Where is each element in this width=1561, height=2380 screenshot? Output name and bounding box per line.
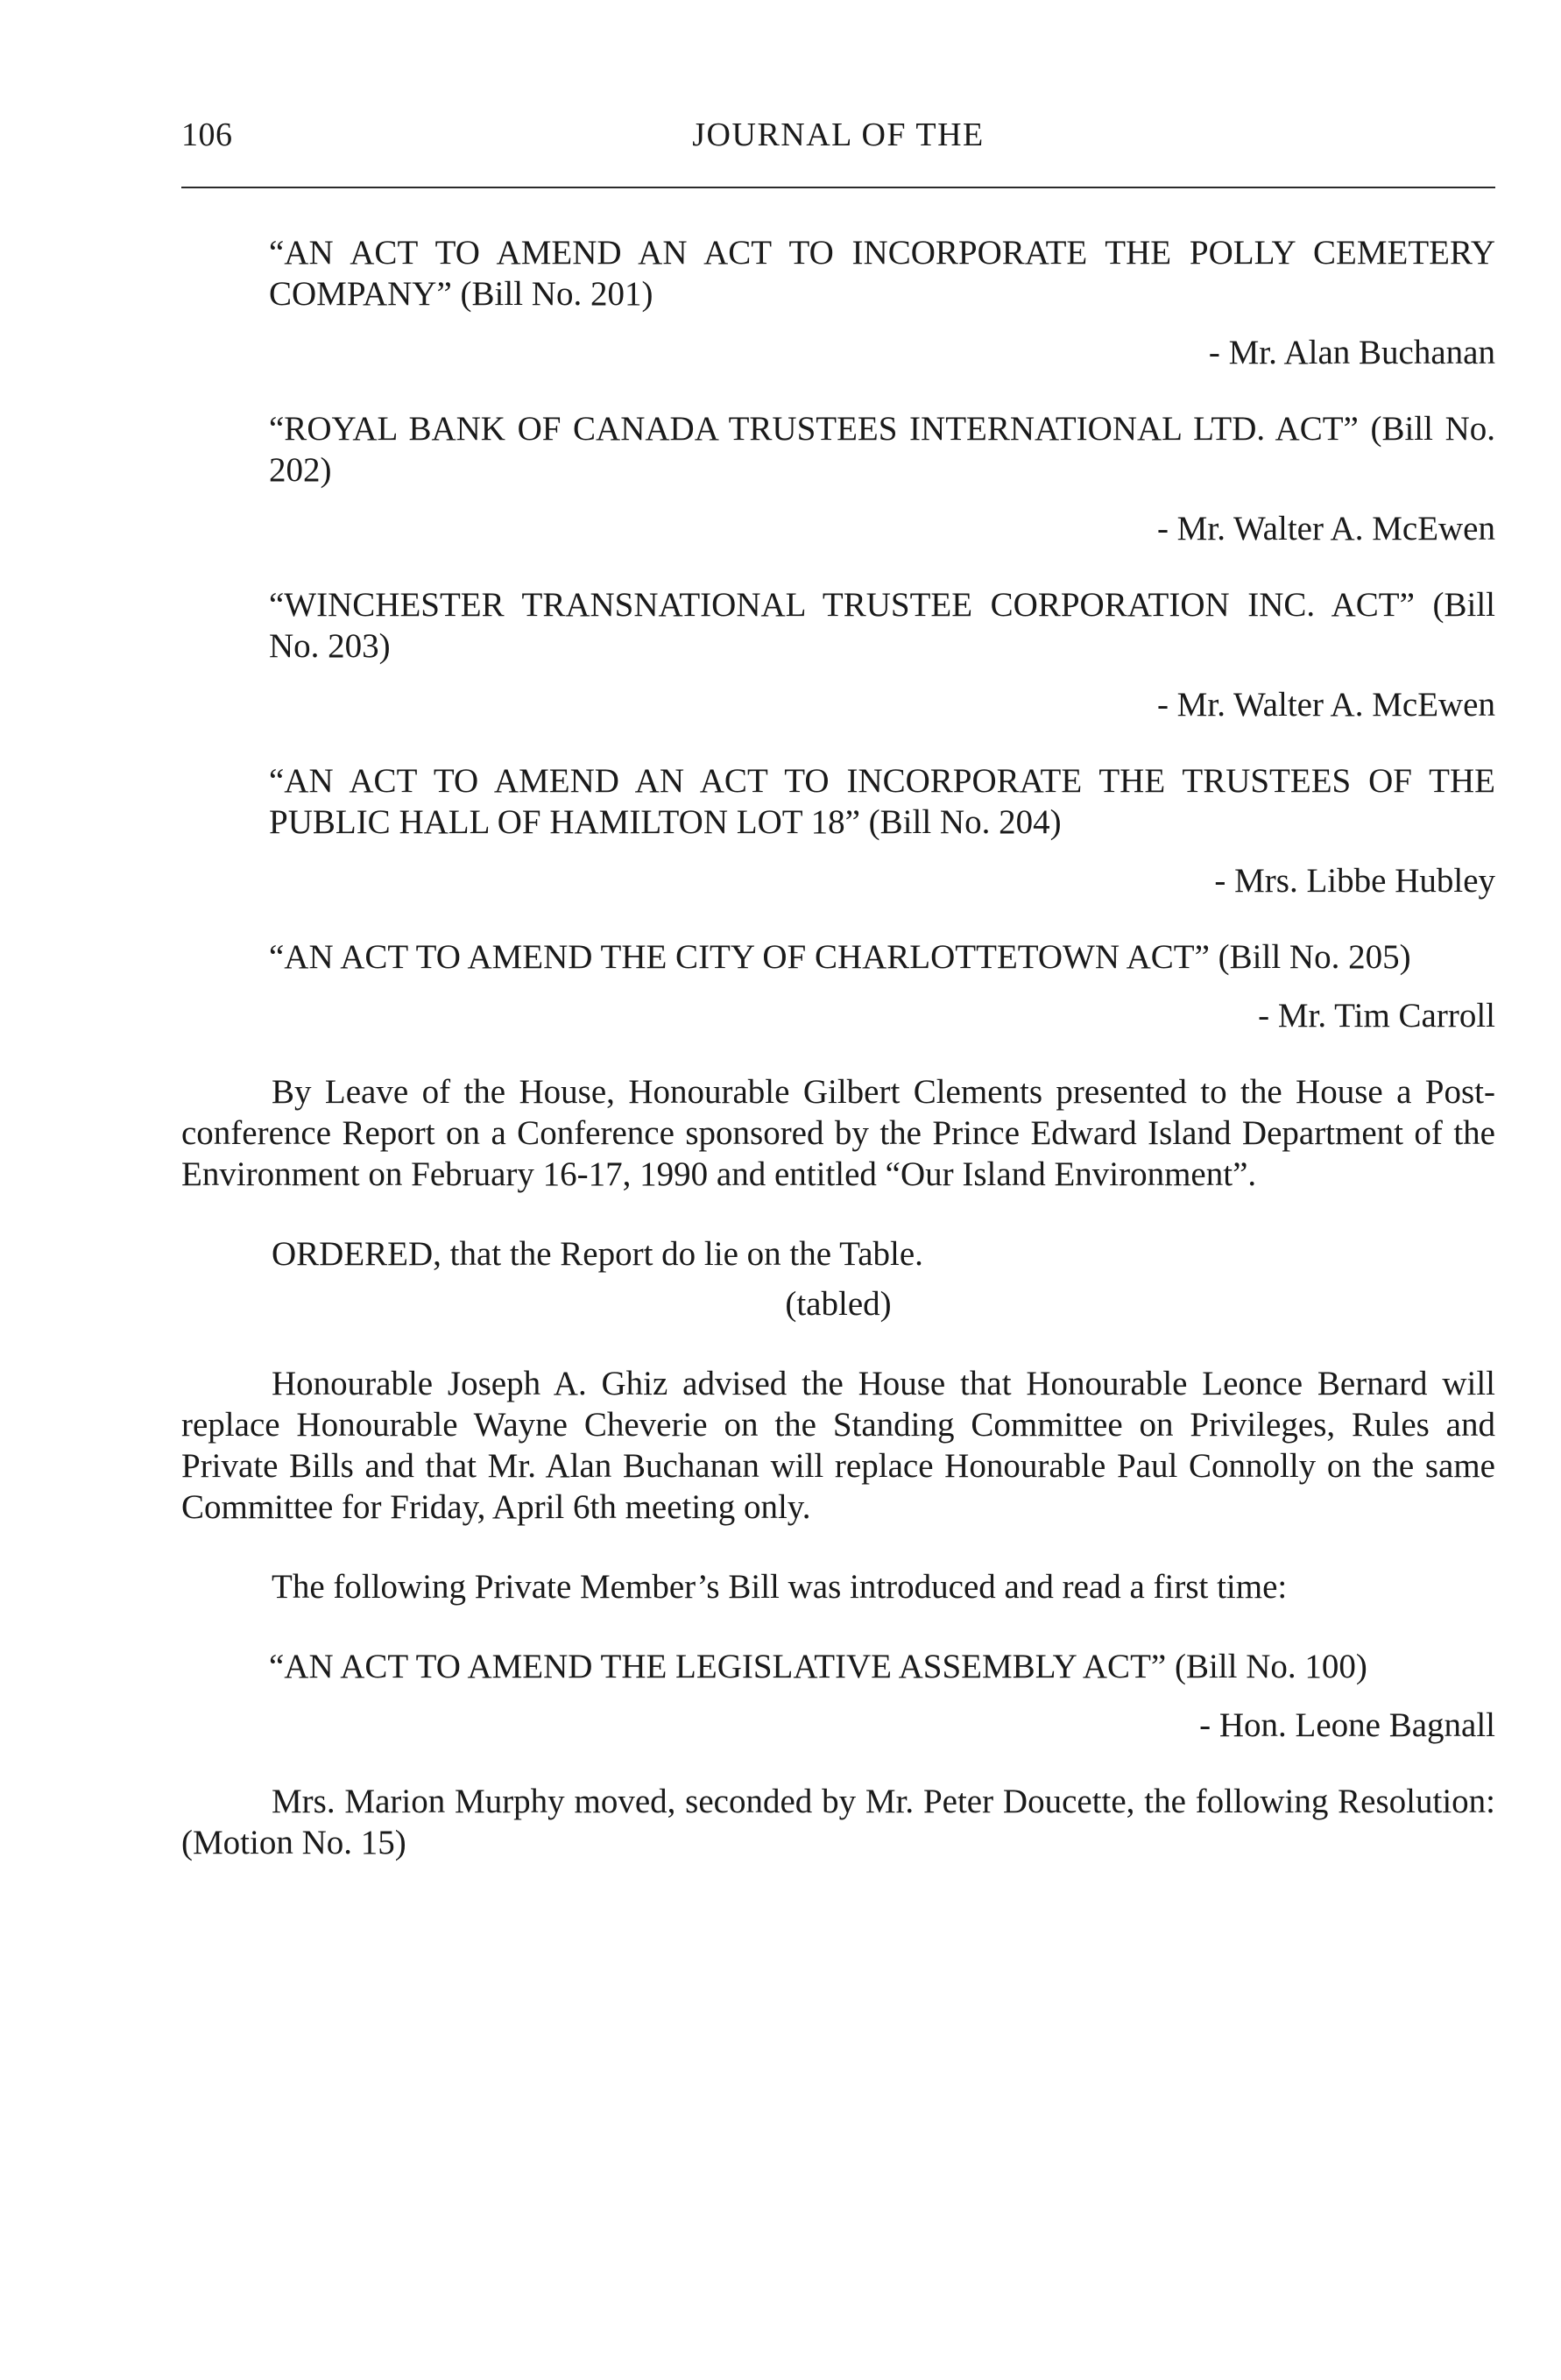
bill-entry bbox=[181, 408, 1495, 549]
bill-title: “AN ACT TO AMEND THE LEGISLATIVE ASSEMBLY ACT” (Bill No. 100) bbox=[269, 1648, 1367, 1685]
header-rule bbox=[181, 187, 1495, 188]
report-paragraph: By Leave of the House, Honourable Gilbert Clements presented to the House a Post-conference Report on a Conference sponsored by the Prince Edward Island Department of the Environment on February 16-17, 1990 and entitled “Our Island Environment”. bbox=[181, 1073, 1495, 1193]
bill-entry bbox=[181, 584, 1495, 725]
bill-title: “WINCHESTER TRANSNATIONAL TRUSTEE CORPORATION INC. ACT” (Bill No. 203) bbox=[269, 586, 1495, 665]
page-number: 106 bbox=[181, 117, 233, 153]
bill-title: “AN ACT TO AMEND AN ACT TO INCORPORATE THE TRUSTEES OF THE PUBLIC HALL OF HAMILTON LOT 18” (Bill No. 204) bbox=[269, 762, 1495, 841]
bill-sponsor: - Mr. Walter A. McEwen bbox=[1156, 510, 1495, 547]
page-header bbox=[181, 116, 1495, 159]
running-head: JOURNAL OF THE bbox=[692, 117, 985, 153]
bill-title: “ROYAL BANK OF CANADA TRUSTEES INTERNATIONAL LTD. ACT” (Bill No. 202) bbox=[269, 410, 1495, 489]
ordered-paragraph: ORDERED, that the Report do lie on the Table. bbox=[272, 1235, 923, 1273]
bill-sponsor: - Hon. Leone Bagnall bbox=[1199, 1706, 1495, 1744]
private-bill-intro: The following Private Member’s Bill was introduced and read a first time: bbox=[272, 1568, 1288, 1606]
private-bill-entry bbox=[181, 1646, 1495, 1746]
motion-paragraph: Mrs. Marion Murphy moved, seconded by Mr. Peter Doucette, the following Resolution: (Motion No. 15) bbox=[181, 1783, 1495, 1861]
bill-sponsor: - Mr. Tim Carroll bbox=[1258, 997, 1495, 1035]
bill-title: “AN ACT TO AMEND THE CITY OF CHARLOTTETOWN ACT” (Bill No. 205) bbox=[269, 938, 1411, 976]
committee-paragraph: Honourable Joseph A. Ghiz advised the House that Honourable Leonce Bernard will replace Honourable Wayne Cheverie on the Standing Committee on Privileges, Rules and Private Bills and that Mr. Alan Buchanan will replace Honourable Paul Connolly on the same Committee for Friday, April 6th meeting only. bbox=[181, 1365, 1495, 1526]
bill-sponsor: - Mr. Alan Buchanan bbox=[1208, 334, 1495, 371]
bill-title: “AN ACT TO AMEND AN ACT TO INCORPORATE THE POLLY CEMETERY COMPANY” (Bill No. 201) bbox=[269, 234, 1495, 313]
bill-entry bbox=[181, 760, 1495, 901]
tabled-note: (tabled) bbox=[785, 1285, 892, 1323]
bill-entry bbox=[181, 936, 1495, 1036]
bill-sponsor: - Mrs. Libbe Hubley bbox=[1214, 862, 1495, 900]
journal-content bbox=[181, 232, 1495, 1863]
bill-entry bbox=[181, 232, 1495, 373]
bill-sponsor: - Mr. Walter A. McEwen bbox=[1156, 686, 1495, 724]
